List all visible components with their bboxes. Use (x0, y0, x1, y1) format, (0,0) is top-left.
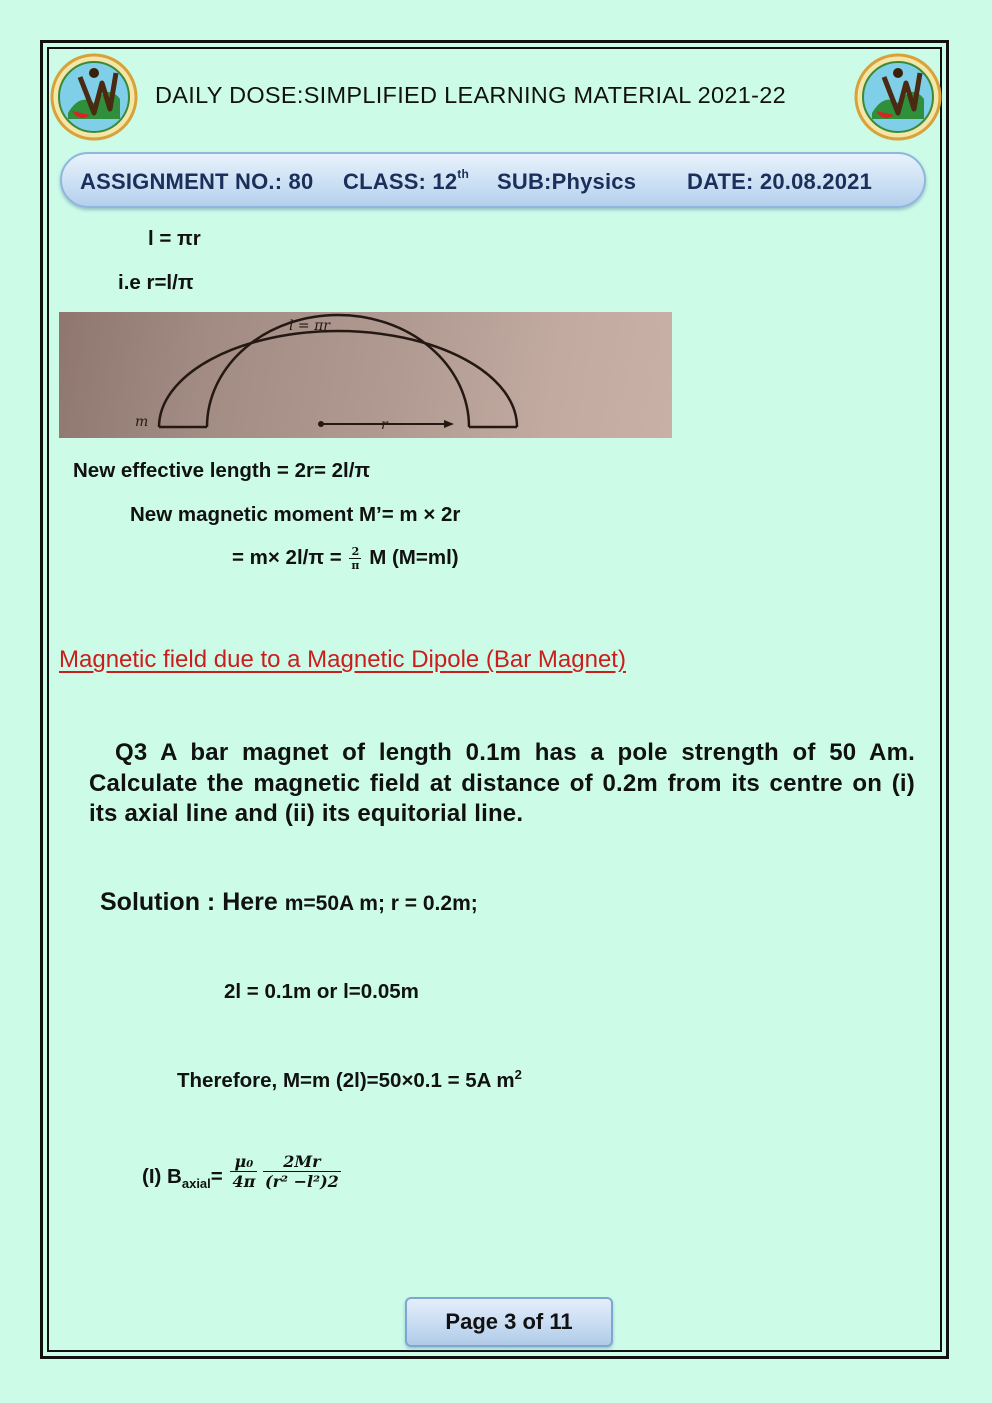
page-indicator: Page 3 of 11 (405, 1297, 613, 1347)
assignment-banner (60, 152, 926, 208)
section-heading: Magnetic field due to a Magnetic Dipole (Bar Magnet) (59, 646, 626, 673)
assignment-number: ASSIGNMENT NO.: 80 (80, 169, 314, 194)
two-over-pi-fraction: $\frac{2}{\pi}$ (351, 545, 360, 572)
question-text: Q3 A bar magnet of length 0.1m has a pole strength of 50 Am. Calculate the magnetic field at distance of 0.2m from its centre on (i) its axial line and (ii) its equitorial line. (89, 739, 915, 827)
moment-calculation: Therefore, M=m (2l)=50×0.1 = 5A $m^2$ (177, 1067, 522, 1092)
pole-label: m (135, 414, 149, 430)
date-label: DATE: 20.08.2021 (687, 169, 873, 194)
bent-magnet-figure (59, 312, 672, 438)
2mr-fraction: $\frac{2Mr}{\text{(r² −l²)2}}$ (265, 1152, 339, 1191)
document-title: DAILY DOSE:SIMPLIFIED LEARNING MATERIAL 2021-22 (155, 82, 786, 108)
mu-over-4pi-fraction: $\frac{\text{μ₀}}{4\pi}$ (232, 1152, 256, 1191)
solution-line: Solution : Here m=50A m; r = 0.2m; (100, 888, 478, 916)
formula-radius: i.e r=l/π (118, 271, 194, 294)
subject-label: SUB:Physics (497, 169, 637, 194)
effective-length-text: New effective length = 2r= 2l/π (73, 459, 371, 482)
class-label: CLASS: 12th (343, 166, 470, 194)
school-logo-left (50, 53, 138, 141)
moment-equation: = m× 2l/π = $\frac{2}{\pi}$ M (M=ml) (232, 545, 459, 572)
school-logo-right (854, 53, 942, 141)
new-moment-text: New magnetic moment M’= m × 2r (130, 503, 461, 526)
axial-field-formula: (I) $B_{axial}=$ $\frac{\text{μ₀}}{4\pi}$ $\frac{2Mr}{\text{(r² −l²)2}}$ (142, 1152, 339, 1192)
radius-label: r (381, 417, 388, 433)
formula-length: l = πr (148, 227, 201, 250)
arc-length-label: l = πr (289, 318, 331, 334)
length-calculation: 2l = 0.1m or l=0.05m (224, 980, 419, 1003)
